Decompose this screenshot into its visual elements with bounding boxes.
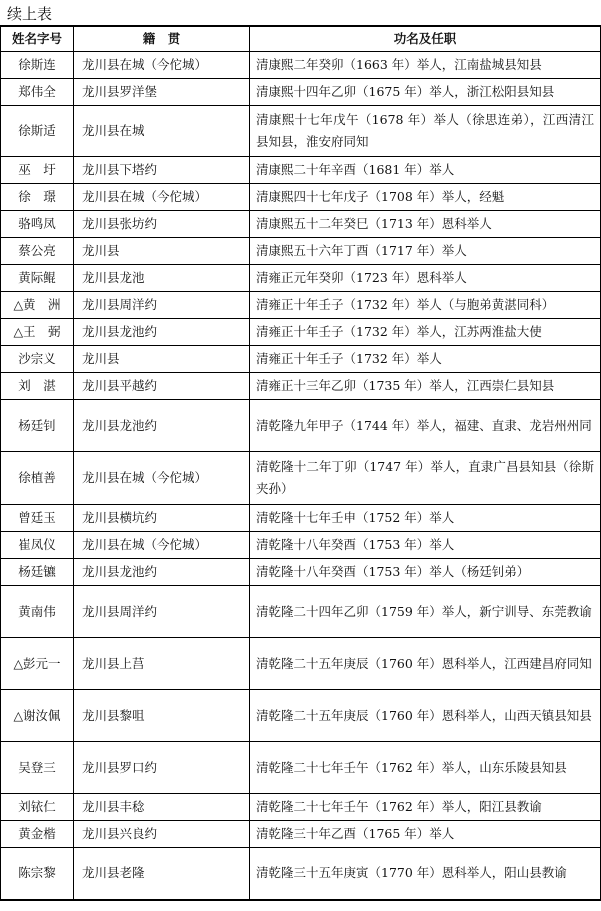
- office-cell: 清乾隆三十五年庚寅（1770 年）恩科举人，阳山县教谕: [250, 848, 601, 900]
- header-office: 功名及任职: [250, 26, 601, 52]
- office-cell: 清乾隆三十年乙酉（1765 年）举人: [250, 821, 601, 848]
- office-cell: 清乾隆十八年癸酉（1753 年）举人: [250, 532, 601, 559]
- table-row: [1, 211, 601, 238]
- office-cell: 清乾隆二十七年壬午（1762 年）举人，阳江县教谕: [250, 794, 601, 821]
- office-cell: 清乾隆二十五年庚辰（1760 年）恩科举人，江西建昌府同知: [250, 638, 601, 690]
- native-place-cell: 龙川县龙池: [74, 265, 250, 292]
- name-cell: 郑伟全: [1, 79, 74, 106]
- name-cell: △王 弼: [1, 319, 74, 346]
- table-caption: 续上表: [7, 5, 53, 23]
- name-cell: 巫 圩: [1, 157, 74, 184]
- office-cell: 清雍正十三年乙卯（1735 年）举人，江西崇仁县知县: [250, 373, 601, 400]
- name-cell: 徐 璟: [1, 184, 74, 211]
- office-cell: 清康熙二十年辛酉（1681 年）举人: [250, 157, 601, 184]
- name-cell: 徐斯连: [1, 52, 74, 79]
- table-row: [1, 184, 601, 211]
- office-cell: 清雍正元年癸卯（1723 年）恩科举人: [250, 265, 601, 292]
- name-cell: △彭元一: [1, 638, 74, 690]
- office-cell: 清康熙四十七年戊子（1708 年）举人，经魁: [250, 184, 601, 211]
- name-cell: △谢汝佩: [1, 690, 74, 742]
- name-cell: 沙宗义: [1, 346, 74, 373]
- table-row: [1, 742, 601, 794]
- native-place-cell: 龙川县在城（今佗城）: [74, 52, 250, 79]
- name-cell: 吴登三: [1, 742, 74, 794]
- table-row: [1, 292, 601, 319]
- name-cell: 杨廷镳: [1, 559, 74, 586]
- native-place-cell: 龙川县周洋约: [74, 292, 250, 319]
- table-row: [1, 346, 601, 373]
- table-row: [1, 532, 601, 559]
- table-row: [1, 586, 601, 638]
- table-row: [1, 794, 601, 821]
- juren-table: [0, 25, 601, 901]
- table-row: [1, 238, 601, 265]
- office-cell: 清乾隆九年甲子（1744 年）举人，福建、直隶、龙岩州州同: [250, 400, 601, 452]
- office-cell: 清康熙十四年乙卯（1675 年）举人，浙江松阳县知县: [250, 79, 601, 106]
- native-place-cell: 龙川县在城（今佗城）: [74, 452, 250, 505]
- office-cell: 清康熙二年癸卯（1663 年）举人，江南盐城县知县: [250, 52, 601, 79]
- native-place-cell: 龙川县周洋约: [74, 586, 250, 638]
- table-row: [1, 52, 601, 79]
- table-row: [1, 848, 601, 900]
- native-place-cell: 龙川县上莒: [74, 638, 250, 690]
- native-place-cell: 龙川县平越约: [74, 373, 250, 400]
- name-cell: 黄际鲲: [1, 265, 74, 292]
- native-place-cell: 龙川县在城（今佗城）: [74, 532, 250, 559]
- office-cell: 清乾隆二十七年壬午（1762 年）举人，山东乐陵县知县: [250, 742, 601, 794]
- name-cell: 黄南伟: [1, 586, 74, 638]
- table-row: [1, 106, 601, 157]
- table-row: [1, 265, 601, 292]
- header-native-place: 籍 贯: [74, 26, 250, 52]
- native-place-cell: 龙川县下塔约: [74, 157, 250, 184]
- native-place-cell: 龙川县横坑约: [74, 505, 250, 532]
- native-place-cell: 龙川县兴良约: [74, 821, 250, 848]
- native-place-cell: 龙川县在城（今佗城）: [74, 184, 250, 211]
- native-place-cell: 龙川县张坊约: [74, 211, 250, 238]
- office-cell: 清康熙五十六年丁酉（1717 年）举人: [250, 238, 601, 265]
- office-cell: 清康熙五十二年癸巳（1713 年）恩科举人: [250, 211, 601, 238]
- office-cell: 清乾隆十七年壬申（1752 年）举人: [250, 505, 601, 532]
- table-row: [1, 821, 601, 848]
- name-cell: 徐植善: [1, 452, 74, 505]
- name-cell: 崔凤仪: [1, 532, 74, 559]
- native-place-cell: 龙川县黎咀: [74, 690, 250, 742]
- table-row: [1, 690, 601, 742]
- native-place-cell: 龙川县老隆: [74, 848, 250, 900]
- office-cell: 清乾隆十八年癸酉（1753 年）举人（杨廷钊弟）: [250, 559, 601, 586]
- table-row: [1, 638, 601, 690]
- office-cell: 清乾隆二十五年庚辰（1760 年）恩科举人，山西天镇县知县: [250, 690, 601, 742]
- office-cell: 清乾隆二十四年乙卯（1759 年）举人，新宁训导、东莞教谕: [250, 586, 601, 638]
- native-place-cell: 龙川县: [74, 346, 250, 373]
- name-cell: 杨廷钊: [1, 400, 74, 452]
- header-name: 姓名字号: [1, 26, 74, 52]
- office-cell: 清乾隆十二年丁卯（1747 年）举人，直隶广昌县知县（徐斯夹孙）: [250, 452, 601, 505]
- name-cell: 蔡公亮: [1, 238, 74, 265]
- table-body: [1, 52, 601, 900]
- table-row: [1, 157, 601, 184]
- table-row: [1, 452, 601, 505]
- native-place-cell: 龙川县龙池约: [74, 319, 250, 346]
- native-place-cell: 龙川县罗洋堡: [74, 79, 250, 106]
- table-row: [1, 505, 601, 532]
- native-place-cell: 龙川县: [74, 238, 250, 265]
- name-cell: 陈宗黎: [1, 848, 74, 900]
- office-cell: 清雍正十年壬子（1732 年）举人: [250, 346, 601, 373]
- table-row: [1, 373, 601, 400]
- office-cell: 清康熙十七年戊午（1678 年）举人（徐思连弟），江西清江县知县，淮安府同知: [250, 106, 601, 157]
- table-row: [1, 79, 601, 106]
- native-place-cell: 龙川县丰稔: [74, 794, 250, 821]
- header-row: [1, 26, 601, 52]
- name-cell: △黄 洲: [1, 292, 74, 319]
- native-place-cell: 龙川县罗口约: [74, 742, 250, 794]
- name-cell: 曾廷玉: [1, 505, 74, 532]
- native-place-cell: 龙川县在城: [74, 106, 250, 157]
- name-cell: 骆鸣凤: [1, 211, 74, 238]
- name-cell: 刘铱仁: [1, 794, 74, 821]
- table-row: [1, 400, 601, 452]
- office-cell: 清雍正十年壬子（1732 年）举人，江苏两淮盐大使: [250, 319, 601, 346]
- name-cell: 刘 湛: [1, 373, 74, 400]
- name-cell: 徐斯适: [1, 106, 74, 157]
- native-place-cell: 龙川县龙池约: [74, 559, 250, 586]
- office-cell: 清雍正十年壬子（1732 年）举人（与胞弟黄湛同科）: [250, 292, 601, 319]
- native-place-cell: 龙川县龙池约: [74, 400, 250, 452]
- table-row: [1, 319, 601, 346]
- table-row: [1, 559, 601, 586]
- name-cell: 黄金楷: [1, 821, 74, 848]
